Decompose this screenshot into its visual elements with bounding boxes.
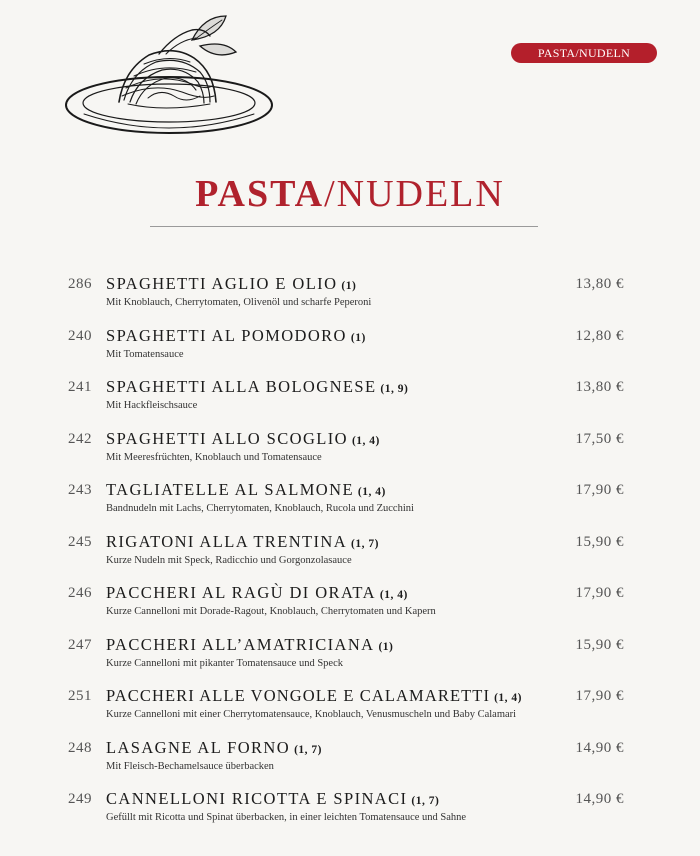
menu-item — [0, 270, 700, 322]
title-bold: PASTA — [195, 173, 325, 215]
item-name: SPAGHETTI AL POMODORO (1) — [106, 325, 366, 345]
item-number: 286 — [68, 276, 92, 292]
item-name: CANNELLONI RICOTTA E SPINACI (1, 7) — [106, 789, 440, 808]
item-description: Mit Hackfleischsauce — [106, 400, 198, 411]
menu-item — [0, 682, 700, 734]
item-allergens: (1, 4) — [494, 692, 523, 704]
item-price: 15,90 € — [575, 533, 624, 550]
item-allergens: (1) — [378, 640, 394, 653]
item-name: TAGLIATELLE AL SALMONE (1, 4) — [106, 480, 386, 499]
menu-item — [0, 425, 700, 477]
item-name: SPAGHETTI ALLA BOLOGNESE (1, 9) — [106, 377, 409, 396]
title-thin: /NUDELN — [324, 173, 505, 215]
item-name: LASAGNE AL FORNO (1, 7) — [106, 737, 322, 757]
item-allergens: (1, 4) — [351, 434, 380, 447]
category-badge: PASTA/NUDELN — [511, 43, 657, 63]
item-number: 251 — [68, 688, 92, 704]
item-allergens: (1) — [350, 331, 366, 344]
item-price: 14,90 € — [575, 791, 624, 807]
item-price: 17,90 € — [575, 482, 624, 498]
item-name: PACCHERI AL RAGÙ DI ORATA (1, 4) — [106, 583, 408, 602]
item-description: Kurze Cannelloni mit pikanter Tomatensauce und Speck — [106, 657, 344, 669]
menu-item — [0, 785, 700, 837]
item-price: 14,90 € — [575, 739, 624, 756]
item-number: 248 — [68, 739, 92, 756]
item-price: 15,90 € — [575, 636, 624, 653]
item-allergens: (1, 7) — [294, 743, 322, 756]
item-description: Mit Knoblauch, Cherrytomaten, Olivenöl und scharfe Peperoni — [106, 297, 372, 308]
item-number: 246 — [68, 585, 92, 601]
item-allergens: (1, 4) — [357, 486, 386, 498]
item-number: 242 — [68, 430, 92, 447]
item-price: 17,90 € — [575, 688, 624, 704]
item-number: 247 — [68, 636, 92, 653]
item-name: RIGATONI ALLA TRENTINA (1, 7) — [106, 531, 379, 551]
menu-item — [0, 734, 700, 786]
item-description: Mit Tomatensauce — [106, 348, 184, 360]
item-description: Kurze Cannelloni mit einer Cherrytomatensauce, Knoblauch, Venusmuscheln und Baby Calamari — [106, 709, 517, 720]
page-title — [0, 172, 700, 216]
item-price: 13,80 € — [575, 379, 624, 395]
item-allergens: (1) — [341, 280, 357, 292]
item-description: Kurze Nudeln mit Speck, Radicchio und Gorgonzolasauce — [106, 554, 352, 566]
item-description: Mit Fleisch-Bechamelsauce überbacken — [106, 760, 274, 772]
item-name: SPAGHETTI ALLO SCOGLIO (1, 4) — [106, 428, 380, 448]
item-price: 17,90 € — [575, 585, 624, 601]
item-price: 12,80 € — [575, 327, 624, 344]
item-allergens: (1, 7) — [411, 795, 440, 807]
item-allergens: (1, 7) — [351, 537, 379, 550]
menu-item — [0, 373, 700, 425]
item-number: 243 — [68, 482, 92, 498]
item-number: 245 — [68, 533, 92, 550]
item-number: 240 — [68, 327, 92, 344]
item-description: Mit Meeresfrüchten, Knoblauch und Tomatensauce — [106, 451, 322, 463]
title-divider — [150, 226, 538, 227]
item-allergens: (1, 9) — [380, 383, 409, 395]
item-number: 241 — [68, 379, 92, 395]
item-allergens: (1, 4) — [379, 589, 408, 601]
menu-item — [0, 528, 700, 580]
item-name: SPAGHETTI AGLIO E OLIO (1) — [106, 274, 357, 293]
pasta-plate-icon — [64, 10, 284, 145]
item-number: 249 — [68, 791, 92, 807]
item-name: PACCHERI ALL’AMATRICIANA (1) — [106, 634, 394, 654]
menu-list — [0, 270, 700, 837]
menu-item — [0, 322, 700, 374]
item-name: PACCHERI ALLE VONGOLE E CALAMARETTI (1, 4) — [106, 686, 523, 705]
item-description: Bandnudeln mit Lachs, Cherrytomaten, Knoblauch, Rucola und Zucchini — [106, 503, 414, 514]
menu-item — [0, 579, 700, 631]
menu-item — [0, 631, 700, 683]
item-description: Gefüllt mit Ricotta und Spinat überbacken, in einer leichten Tomatensauce und Sahne — [106, 812, 467, 823]
item-price: 13,80 € — [575, 276, 624, 292]
item-description: Kurze Cannelloni mit Dorade-Ragout, Knoblauch, Cherrytomaten und Kapern — [106, 606, 436, 617]
item-price: 17,50 € — [575, 430, 624, 447]
menu-item — [0, 476, 700, 528]
